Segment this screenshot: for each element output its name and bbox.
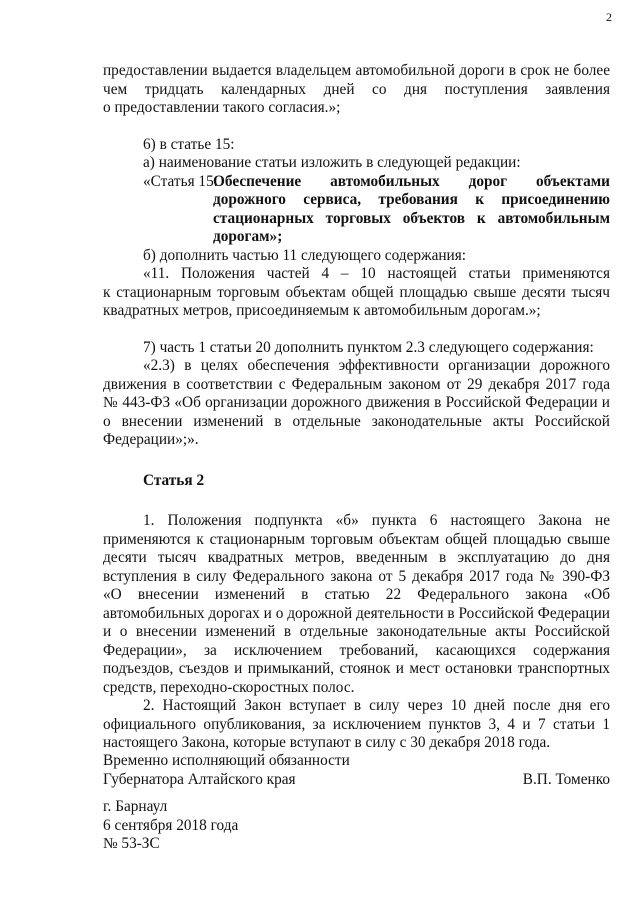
text-line: «11. Положения частей 4 – 10 настоящей статьи применяются <box>143 265 610 282</box>
text-line: чем тридцать календарных дней со дня поступления заявления <box>103 80 610 98</box>
signature-title: Губернатора Алтайского края <box>103 770 296 788</box>
text-line: вступления в силу Федерального закона от 5 декабря 2017 года № 390-ФЗ <box>103 567 610 585</box>
text-line: десяти тысяч квадратных метров, введенным в эксплуатацию до дня <box>103 549 610 566</box>
text-line: о предоставлении такого согласия.»; <box>103 99 341 116</box>
city: г. Барнаул <box>103 798 168 815</box>
date: 6 сентября 2018 года <box>103 816 239 834</box>
text-line: о внесении изменений в отдельные законодательные акты Российской <box>103 412 610 430</box>
text-line: Федерации», за исключением требований, касающихся содержания <box>103 641 610 659</box>
article-15-title: Обеспечение автомобильных дорог объектами дорожного сервиса, требования к присоединению стационарных торговых объектов к автомобильным дорогам»; <box>213 172 610 245</box>
text-line: квадратных метров, присоединяемым к автомобильным дорогам.»; <box>103 302 541 319</box>
text-line: 2. Настоящий Закон вступает в силу через 10 дней после дня его <box>143 697 610 714</box>
item-6: 6) в статье 15: <box>143 135 235 153</box>
text-line: автомобильных дорогах и о дорожной деятельности в Российской Федерации <box>103 604 610 622</box>
document-body <box>103 62 610 753</box>
text-line: и о внесении изменений в отдельные законодательные акты Российской <box>103 623 610 640</box>
text-line: «О внесении изменений в статью 22 Федерального закона «Об <box>103 586 610 603</box>
text-line: № 443-ФЗ «Об организации дорожного движения в Российской Федерации и <box>103 394 610 411</box>
text-line: настоящего Закона, которые вступают в силу с 30 декабря 2018 года. <box>103 734 551 751</box>
page-number: 2 <box>606 10 612 24</box>
signature-position: Временно исполняющий обязанности <box>103 752 350 769</box>
article-15-title-block <box>103 173 610 247</box>
item-6a: а) наименование статьи изложить в следующей редакции: <box>143 154 521 171</box>
item-6b: б) дополнить частью 11 следующего содержания: <box>143 246 467 264</box>
text-line: к стационарным торговым объектам общей площадью свыше десяти тысяч <box>103 283 610 301</box>
law-number: № 53-ЗС <box>103 835 160 852</box>
text-line: подъездов, съездов и примыканий, стоянок и мест остановки транспортных <box>103 660 610 677</box>
item-7: 7) часть 1 статьи 20 дополнить пунктом 2.3 следующего содержания: <box>143 338 594 356</box>
document-footer <box>103 798 238 854</box>
text-line: 1. Положения подпункта «б» пункта 6 настоящего Закона не <box>143 512 610 529</box>
text-line: средств, переходно-скоростных полос. <box>103 678 355 696</box>
article-15-label: «Статья 15. <box>143 172 218 190</box>
text-line: движения в соответствии с Федеральным законом от 29 декабря 2017 года <box>103 375 610 393</box>
text-line: официального опубликования, за исключением пунктов 3, 4 и 7 статьи 1 <box>103 715 610 733</box>
signature-block <box>103 752 610 789</box>
article-2-heading: Статья 2 <box>143 471 205 489</box>
signatory-name: В.П. Томенко <box>522 770 610 788</box>
text-line: применяются к стационарным торговым объектам общей площадью свыше <box>103 530 610 548</box>
text-line: Федерации»;». <box>103 431 199 448</box>
text-line: «2.3) в целях обеспечения эффективности организации дорожного <box>143 357 610 374</box>
text-line: предоставлении выдается владельцем автомобильной дороги в срок не более <box>103 62 610 79</box>
